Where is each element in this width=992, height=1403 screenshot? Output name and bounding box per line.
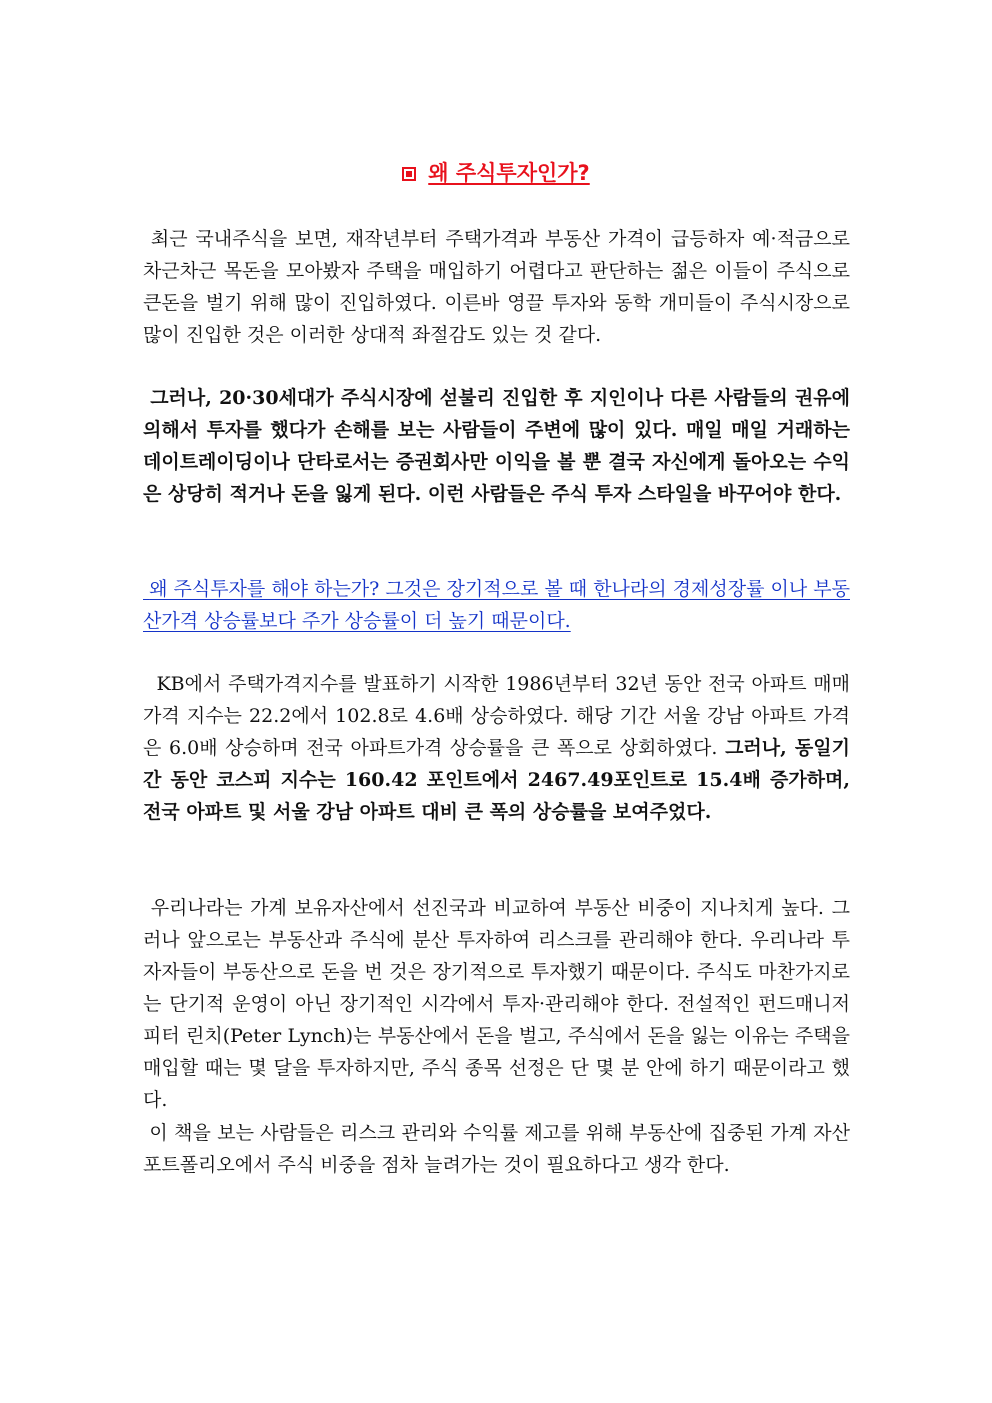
paragraph-intro: [143, 223, 850, 351]
paragraph-warning-text: 그러나, 20·30세대가 주식시장에 섣불리 진입한 후 지인이나 다른 사람들의 권유에 의해서 투자를 했다가 손해를 보는 사람들이 주변에 많이 있다. 매일 매일 거래하는 데이트레이딩이나 단타로서는 증권회사만 이익을 볼 뿐 결국 자신에게 돌아오는 수익은 상당히 적거나 돈을 잃게 된다. 이런 사람들은 주식 투자 스타일을 바꾸어야 한다.: [143, 387, 850, 505]
paragraph-diversification: [143, 892, 850, 1116]
box-icon: [402, 167, 416, 181]
paragraph-conclusion: [143, 1117, 850, 1181]
paragraph-statistics-bold-text: 그러나, 동일기간 동안 코스피 지수는 160.42 포인트에서 2467.49포인트로 15.4배 증가하며, 전국 아파트 및 서울 강남 아파트 대비 큰 폭의 상승률을 보여주었다.: [143, 737, 850, 823]
paragraph-intro-text: 최근 국내주식을 보면, 재작년부터 주택가격과 부동산 가격이 급등하자 예·적금으로 차근차근 목돈을 모아봤자 주택을 매입하기 어렵다고 판단하는 젊은 이들이 주식으로 큰돈을 벌기 위해 많이 진입하였다. 이른바 영끌 투자와 동학 개미들이 주식시장으로 많이 진입한 것은 이러한 상대적 좌절감도 있는 것 같다.: [143, 228, 850, 346]
page-title: [0, 158, 992, 188]
paragraph-conclusion-text: 이 책을 보는 사람들은 리스크 관리와 수익률 제고를 위해 부동산에 집중된 가계 자산 포트폴리오에서 주식 비중을 점차 늘려가는 것이 필요하다고 생각 한다.: [143, 1122, 850, 1176]
paragraph-diversification-text: 우리나라는 가계 보유자산에서 선진국과 비교하여 부동산 비중이 지나치게 높다. 그러나 앞으로는 부동산과 주식에 분산 투자하여 리스크를 관리해야 한다. 우리나라 투자자들이 부동산으로 돈을 번 것은 장기적으로 투자했기 때문이다. 주식도 마찬가지로는 단기적 운영이 아닌 장기적인 시각에서 투자·관리해야 한다. 전설적인 펀드매니저 피터 린치(Peter Lynch)는 부동산에서 돈을 벌고, 주식에서 돈을 잃는 이유는 주택을 매입할 때는 몇 달을 투자하지만, 주식 종목 선정은 단 몇 분 안에 하기 때문이라고 했다.: [143, 897, 851, 1111]
paragraph-highlight-text: 왜 주식투자를 해야 하는가? 그것은 장기적으로 볼 때 한나라의 경제성장률 이나 부동산가격 상승률보다 주가 상승률이 더 높기 때문이다.: [143, 578, 850, 632]
paragraph-statistics-text: KB에서 주택가격지수를 발표하기 시작한 1986년부터 32년 동안 전국 아파트 매매가격 지수는 22.2에서 102.8로 4.6배 상승하였다. 해당 기간 서울 강남 아파트 가격은 6.0배 상승하며 전국 아파트가격 상승률을 큰 폭으로 상회하였다.: [143, 673, 850, 759]
paragraph-warning: [143, 382, 850, 510]
title-text-wrapper: [402, 161, 590, 185]
title-text: 왜 주식투자인가?: [428, 161, 590, 185]
paragraph-highlight: [143, 573, 850, 637]
paragraph-statistics: [143, 668, 850, 828]
